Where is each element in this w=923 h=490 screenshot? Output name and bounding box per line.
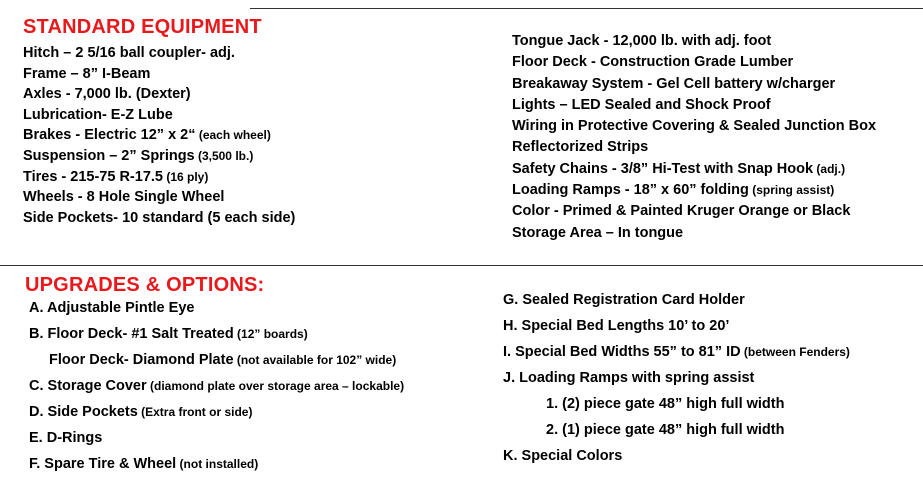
upgrades-left-list — [29, 295, 404, 477]
list-item: Axles - 7,000 lb. (Dexter) — [23, 86, 191, 103]
top-divider — [250, 8, 923, 9]
standard-equipment-left-list — [23, 43, 295, 228]
list-item: Floor Deck - Construction Grade Lumber — [512, 54, 794, 71]
list-item: Loading Ramps - 18” x 60” folding (spring assist) — [512, 182, 835, 199]
standard-equipment-heading: STANDARD EQUIPMENT — [23, 16, 262, 38]
list-item: 2. (1) piece gate 48” high full width — [546, 422, 785, 438]
list-item: J. Loading Ramps with spring assist — [503, 370, 755, 386]
upgrades-right-list — [503, 287, 850, 469]
upgrades-options-heading: UPGRADES & OPTIONS: — [25, 274, 265, 296]
list-item: Suspension – 2” Springs (3,500 lb.) — [23, 147, 254, 164]
list-item: 1. (2) piece gate 48” high full width — [546, 396, 785, 412]
list-item: Tires - 215-75 R-17.5 (16 ply) — [23, 168, 209, 185]
list-item: H. Special Bed Lengths 10’ to 20’ — [503, 318, 730, 334]
list-item: C. Storage Cover (diamond plate over storage area – lockable) — [29, 378, 405, 394]
list-item: Safety Chains - 3/8” Hi-Test with Snap Hook (adj.) — [512, 160, 846, 177]
list-item: Floor Deck- Diamond Plate (not available for 102” wide) — [49, 352, 397, 368]
list-item: A. Adjustable Pintle Eye — [29, 300, 195, 316]
list-item: K. Special Colors — [503, 448, 623, 464]
list-item: Storage Area – In tongue — [512, 224, 684, 241]
list-item: F. Spare Tire & Wheel (not installed) — [29, 456, 259, 472]
list-item: G. Sealed Registration Card Holder — [503, 292, 745, 308]
standard-equipment-right-list — [512, 31, 876, 244]
list-item: Frame – 8” I-Beam — [23, 65, 151, 82]
list-item: Wheels - 8 Hole Single Wheel — [23, 189, 225, 206]
list-item: Reflectorized Strips — [512, 139, 649, 156]
section-divider — [0, 265, 923, 266]
list-item: I. Special Bed Widths 55” to 81” ID (between Fenders) — [503, 344, 850, 360]
list-item: Brakes - Electric 12” x 2“ (each wheel) — [23, 127, 271, 144]
list-item: Breakaway System - Gel Cell battery w/charger — [512, 75, 836, 92]
list-item: Color - Primed & Painted Kruger Orange or Black — [512, 203, 851, 220]
list-item: Hitch – 2 5/16 ball coupler- adj. — [23, 45, 235, 61]
list-item: E. D-Rings — [29, 430, 103, 446]
list-item: Side Pockets- 10 standard (5 each side) — [23, 209, 296, 226]
list-item: Lights – LED Sealed and Shock Proof — [512, 96, 771, 113]
list-item: B. Floor Deck- #1 Salt Treated (12” boards) — [29, 326, 308, 342]
list-item: Lubrication- E-Z Lube — [23, 106, 173, 123]
list-item: D. Side Pockets (Extra front or side) — [29, 404, 253, 420]
list-item: Tongue Jack - 12,000 lb. with adj. foot — [512, 33, 772, 49]
list-item: Wiring in Protective Covering & Sealed Junction Box — [512, 118, 877, 135]
